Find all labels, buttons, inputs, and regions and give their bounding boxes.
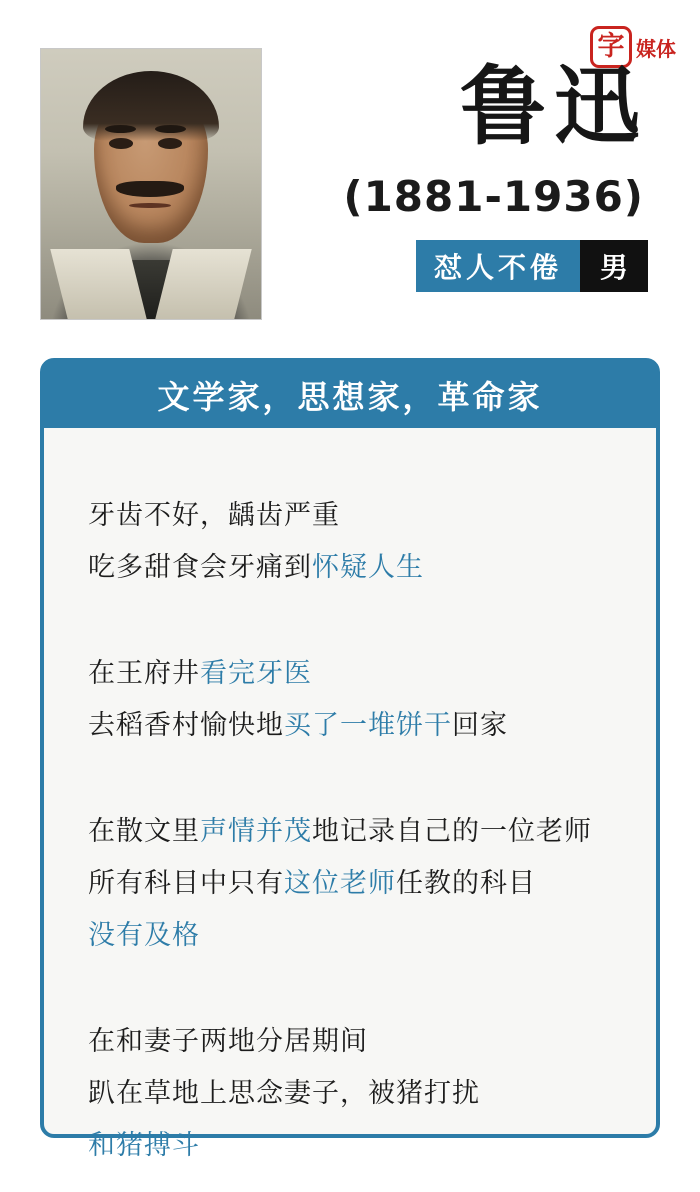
logo-mark-icon: 字	[590, 26, 632, 68]
person-name: 鲁迅	[460, 57, 648, 157]
highlight-text: 看完牙医	[200, 658, 312, 689]
plain-text: 在王府井	[88, 658, 200, 689]
portrait-collar-left	[50, 249, 147, 319]
highlight-text: 和猪搏斗	[88, 1130, 200, 1161]
stanza	[88, 490, 612, 594]
life-years: (1881-1936)	[343, 172, 644, 221]
stanza	[88, 806, 612, 962]
gender-badge: 男	[580, 240, 648, 292]
poem-line	[88, 648, 612, 700]
stanza	[88, 1016, 612, 1172]
plain-text: 在和妻子两地分居期间	[88, 1026, 368, 1057]
tag-row	[416, 240, 648, 292]
poem-line	[88, 858, 612, 910]
highlight-text: 声情并茂	[200, 816, 312, 847]
highlight-text: 没有及格	[88, 920, 200, 951]
plain-text: 任教的科目	[396, 868, 536, 899]
plain-text: 牙齿不好，龋齿严重	[88, 500, 340, 531]
highlight-text: 怀疑人生	[312, 552, 424, 583]
poem-line	[88, 806, 612, 858]
logo-text: 媒体	[636, 36, 676, 61]
poem-line	[88, 1016, 612, 1068]
plain-text: 趴在草地上思念妻子，被猪打扰	[88, 1078, 480, 1109]
poem-line	[88, 490, 612, 542]
poem-line	[88, 700, 612, 752]
highlight-text: 买了一堆饼干	[284, 710, 452, 741]
portrait-eye-right	[158, 138, 182, 149]
portrait-eyebrow-right	[155, 125, 186, 133]
poster-header	[0, 0, 700, 340]
plain-text: 吃多甜食会牙痛到	[88, 552, 312, 583]
info-card	[40, 358, 660, 1161]
trait-badge: 怼人不倦	[416, 240, 580, 292]
highlight-text: 这位老师	[284, 868, 396, 899]
plain-text: 回家	[452, 710, 508, 741]
plain-text: 去稻香村愉快地	[88, 710, 284, 741]
stanza	[88, 648, 612, 752]
portrait-eye-left	[109, 138, 133, 149]
card-title: 文学家，思想家，革命家	[44, 362, 656, 428]
portrait-photo	[40, 48, 262, 320]
card-body	[44, 428, 656, 1192]
poem-line	[88, 910, 612, 962]
poem-line	[88, 542, 612, 594]
poem-line	[88, 1120, 612, 1172]
plain-text: 所有科目中只有	[88, 868, 284, 899]
poem-line	[88, 1068, 612, 1120]
portrait-eyebrow-left	[105, 125, 136, 133]
plain-text: 地记录自己的一位老师	[312, 816, 592, 847]
plain-text: 在散文里	[88, 816, 200, 847]
